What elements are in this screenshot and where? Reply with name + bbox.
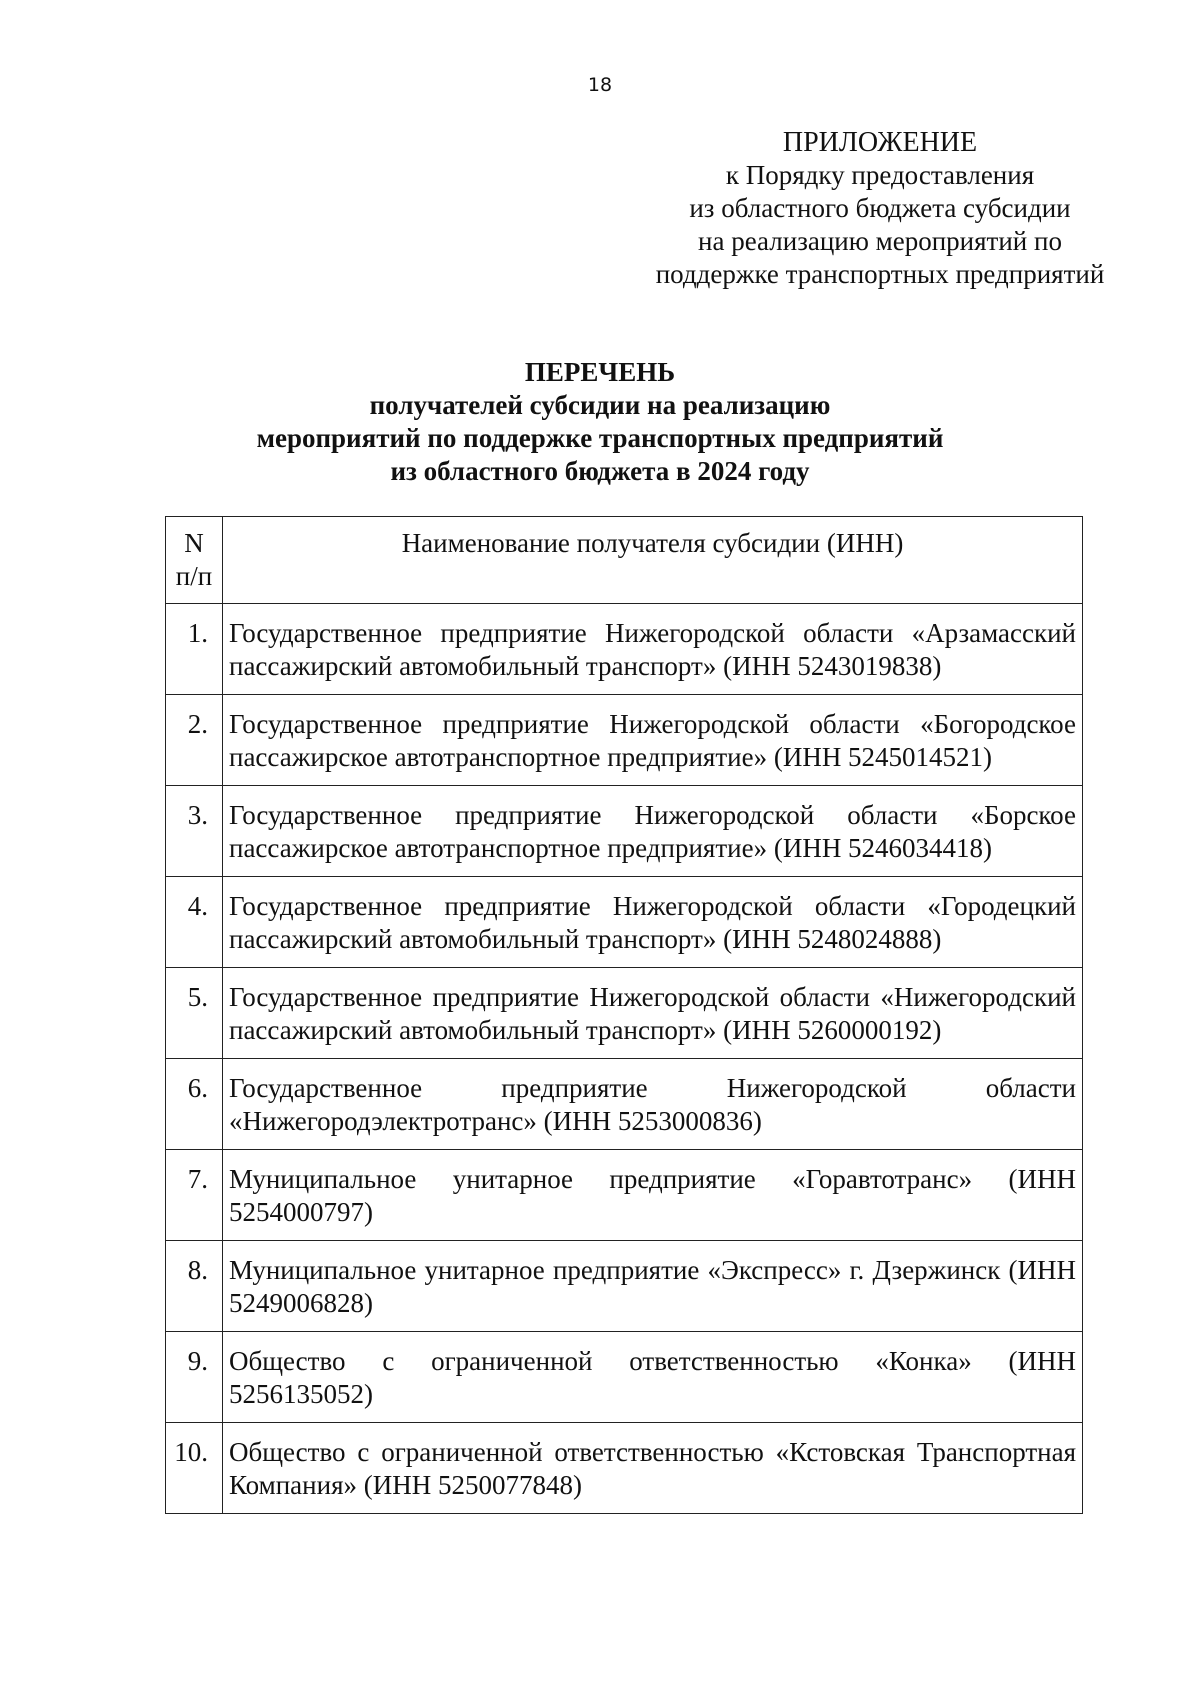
row-number: 6. bbox=[166, 1059, 223, 1150]
recipients-table bbox=[165, 516, 1083, 1514]
row-number: 10. bbox=[166, 1423, 223, 1514]
appendix-line: к Порядку предоставления bbox=[725, 160, 1035, 190]
appendix-title: ПРИЛОЖЕНИЕ bbox=[782, 127, 978, 158]
row-number: 9. bbox=[166, 1332, 223, 1423]
row-number: 7. bbox=[166, 1150, 223, 1241]
list-title-line: мероприятий по поддержке транспортных предприятий bbox=[256, 423, 944, 453]
recipient-name: Государственное предприятие Нижегородской области «Богородское пассажирское автотранспортное предприятие» (ИНН 5245014521) bbox=[223, 695, 1083, 786]
table-row bbox=[166, 604, 1083, 695]
appendix-line: из областного бюджета субсидии bbox=[689, 193, 1071, 223]
header-name: Наименование получателя субсидии (ИНН) bbox=[223, 517, 1083, 604]
recipient-name: Государственное предприятие Нижегородской области «Городецкий пассажирский автомобильный транспорт» (ИНН 5248024888) bbox=[223, 877, 1083, 968]
recipient-name: Государственное предприятие Нижегородской области «Нижегородэлектротранс» (ИНН 5253000836) bbox=[223, 1059, 1083, 1150]
row-number: 8. bbox=[166, 1241, 223, 1332]
list-title-heading: ПЕРЕЧЕНЬ bbox=[524, 357, 676, 387]
table-row bbox=[166, 1332, 1083, 1423]
recipient-name: Государственное предприятие Нижегородской области «Борское пассажирское автотранспортное предприятие» (ИНН 5246034418) bbox=[223, 786, 1083, 877]
recipient-name: Государственное предприятие Нижегородской области «Арзамасский пассажирский автомобильный транспорт» (ИНН 5243019838) bbox=[223, 604, 1083, 695]
list-title-line: получателей субсидии на реализацию bbox=[369, 390, 831, 420]
page-number: 18 bbox=[587, 74, 613, 96]
table-row bbox=[166, 1241, 1083, 1332]
table-row bbox=[166, 1059, 1083, 1150]
recipient-name: Общество с ограниченной ответственностью «Кстовская Транспортная Компания» (ИНН 5250077848) bbox=[223, 1423, 1083, 1514]
recipient-name: Общество с ограниченной ответственностью «Конка» (ИНН 5256135052) bbox=[223, 1332, 1083, 1423]
row-number: 4. bbox=[166, 877, 223, 968]
appendix-block bbox=[600, 126, 1160, 291]
recipient-name: Муниципальное унитарное предприятие «Экспресс» г. Дзержинск (ИНН 5249006828) bbox=[223, 1241, 1083, 1332]
table-header-row bbox=[166, 517, 1083, 604]
row-number: 5. bbox=[166, 968, 223, 1059]
appendix-line: на реализацию мероприятий по bbox=[698, 226, 1062, 256]
appendix-line: поддержке транспортных предприятий bbox=[655, 259, 1105, 289]
header-num bbox=[166, 517, 223, 604]
row-number: 1. bbox=[166, 604, 223, 695]
recipient-name: Государственное предприятие Нижегородской области «Нижегородский пассажирский автомобильный транспорт» (ИНН 5260000192) bbox=[223, 968, 1083, 1059]
table-row bbox=[166, 968, 1083, 1059]
table-row bbox=[166, 1150, 1083, 1241]
table-row bbox=[166, 877, 1083, 968]
table-row bbox=[166, 695, 1083, 786]
table-row bbox=[166, 1423, 1083, 1514]
list-title-block bbox=[0, 356, 1200, 488]
recipient-name: Муниципальное унитарное предприятие «Горавтотранс» (ИНН 5254000797) bbox=[223, 1150, 1083, 1241]
header-num-line2: п/п bbox=[175, 561, 213, 591]
row-number: 2. bbox=[166, 695, 223, 786]
table-row bbox=[166, 786, 1083, 877]
row-number: 3. bbox=[166, 786, 223, 877]
header-num-line1: N bbox=[184, 528, 204, 558]
list-title-line: из областного бюджета в 2024 году bbox=[390, 456, 810, 486]
